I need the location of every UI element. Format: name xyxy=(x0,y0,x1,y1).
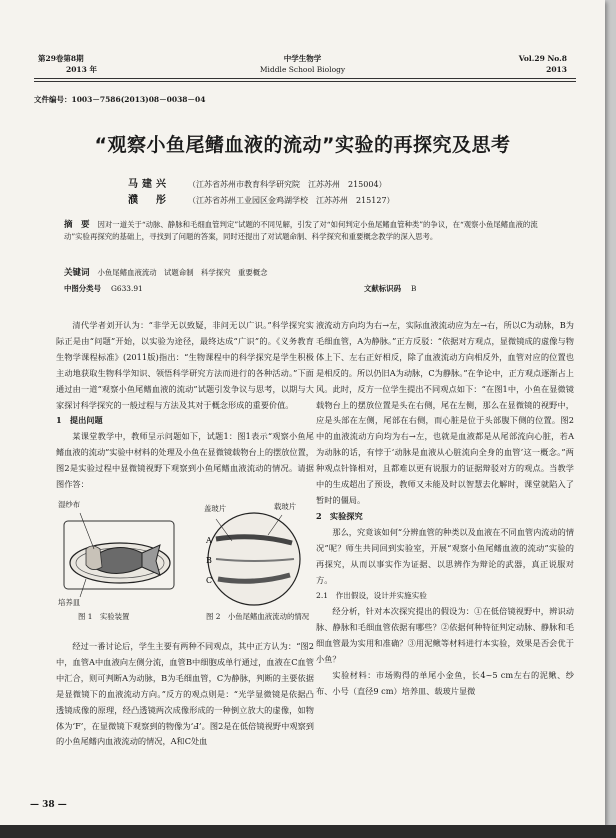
paragraph: 经过一番讨论后，学生主要有两种不同观点，其中正方认为：“图2中，血管A中血液向左侧分流，血管B中细胞成单行通过，血液在C血管中汇合，则可判断A为动脉，B为毛细血管，C为静脉，判断的主要依据是显微镜下的血液流动方向。”反方的观点则是：“光学显微镜是依据凸透镜成像的原理，经凸透镜两次成像形成的一种倒立放大的虚像，如物体为‘F’，在显微镜下观察到的物像为‘Ⅎ’。图2是在低倍镜视野中观察到的小鱼尾鳍内血液流动的情况，A和C处血 xyxy=(56,640,314,747)
fig2-caption: 图 2 小鱼尾鳍血液流动的情况 xyxy=(206,611,310,621)
classification: 中图分类号 G633.91 文献标识码 B xyxy=(64,284,417,293)
article-title: “观察小鱼尾鳍血液的流动”实验的再探究及思考 xyxy=(94,134,511,156)
header-rule-thin xyxy=(34,81,576,82)
paragraph: 实验材料：市场购得的单尾小金鱼，长4~5 cm左右的泥鳅、纱布、小号（直径9 cm）培养皿、载玻片显微 xyxy=(316,669,574,696)
fig1-apparatus xyxy=(64,513,174,597)
paragraph: 某课堂教学中，教师呈示问题如下，试题1：图1表示“观察小鱼尾鳍血液的流动”实验中材料的处理及小鱼在显微镜载物台上的摆放位置，图2是实验过程中显微镜视野下观察到小鱼尾鳍血液流动的情况。请据图作答： xyxy=(56,431,314,490)
abstract xyxy=(64,219,548,244)
fig1-caption: 图 1 实验装置 xyxy=(78,611,130,621)
svg-text:B: B xyxy=(206,555,212,565)
doc-number: 文件编号：1003－7586(2013)08－0038－04 xyxy=(34,95,206,104)
paragraph: 那么，究竟该如何“分辨血管的种类以及血液在不同血管内流动的情况”呢？师生共同回到实验室，开展“观察小鱼尾鳍血液的流动”实验的再探究，从而以事实作为证据、以思辨作为辩论的武器，真正说服对方。 xyxy=(316,526,575,585)
keywords: 关键词 小鱼尾鳍血液流动 试题命制 科学探究 重要概念 xyxy=(64,268,268,278)
fig2-blood-flow xyxy=(205,513,300,605)
header-vol-en: Vol.29 No.8 2013 xyxy=(518,54,567,74)
figures xyxy=(56,493,314,625)
body-right-column xyxy=(316,318,574,700)
abstract-label: 摘 要 xyxy=(64,220,90,230)
label-gauze: 湿纱布 xyxy=(58,499,81,509)
svg-text:A: A xyxy=(206,535,212,545)
section-heading: 1 提出问题 xyxy=(56,415,103,426)
page-number: — 38 — xyxy=(30,800,67,810)
label-petri: 培养皿 xyxy=(58,597,81,607)
author-2: 濮 彤 （江苏省苏州工业园区金鸡湖学校 江苏苏州 215127） xyxy=(128,195,395,206)
paragraph: 经分析，针对本次探究提出的假设为：①在低倍镜视野中，辨识动脉、静脉和毛细血管依据有哪些？②依据何种特征判定动脉、静脉和毛细血管最为实用和准确？③用泥鳅等材料进行本实验，效果是否会优于小鱼？ xyxy=(316,606,574,665)
label-slide: 载玻片 xyxy=(274,501,297,511)
label-cover-glass: 盖玻片 xyxy=(204,503,227,513)
subsection-heading: 2.1 作出假设，设计并实施实验 xyxy=(316,591,427,601)
body-left-column xyxy=(56,318,314,750)
header-rule xyxy=(34,78,576,79)
paragraph: 液流动方向均为右→左，实际血液流动应为左→右，所以C为动脉，B为毛细血管，A为静脉。”正方反驳：“依据对方观点，显微镜成的虚像与物体上下、左右正好相反，除了血液流动方向相反外，血管对应的位置也是相反的。所以仍旧A为动脉，C为静脉。”在争论中，正方观点逐渐占上风。此时，反方一位学生提出不同观点如下：“在图1中，小鱼在显微镜载物台上的摆放位置是头在右侧，尾在左侧，那么在显微镜的视野中，应是头部在左侧，尾部在右侧，而心脏是位于头部腹下侧的位置。图2中的血液流动方向均为右→左，也就是血液都是从尾部流向心脏，若A为动脉的话，有悖于‘动脉是血液从心脏流向全身的血管’这一概念。”两种观点针锋相对，且都难以更有说服力的证据辩驳对方的观点。当教学中的生成超出了预设，教师又未能及时以智慧去化解时，课堂就陷入了暂时的僵局。 xyxy=(316,320,574,505)
header-journal: 中学生物学 Middle School Biology xyxy=(259,54,346,74)
abstract-text: 因对一道关于“动脉、静脉和毛细血管判定”试题的不同见解，引发了对“如何判定小鱼尾鳍血管种类”的争议，在“观察小鱼尾鳍血液的流动”实验再探究的基础上，寻找到了问题的答案，同时还提出了对试题命制、科学探究和重要概念教学的深入思考。 xyxy=(64,220,538,242)
header-volume: 第29卷第8期 2013 年 xyxy=(38,54,97,74)
figure-illustration xyxy=(56,493,314,625)
section-heading: 2 实验探究 xyxy=(316,510,363,521)
wet-gauze-shape xyxy=(86,546,102,570)
viewer-bottom-bar xyxy=(0,825,616,838)
svg-text:C: C xyxy=(206,575,213,585)
paragraph: 清代学者刘开认为：“非学无以致疑，非问无以广识。”科学探究实际正是由“问题”开始，以实验为途径，最终达成“广识”的。《义务教育生物学课程标准》(2011版)指出：“生物课程中的科学探究是学生积极主动地获取生物科学知识、领悟科学研究方法而进行的各种活动。”下面通过由一道“观察小鱼尾鳍血液的流动”试题引发争议与思考，以期与大家探讨科学探究的一般过程与方法及其对于概念形成的重要价值。 xyxy=(56,320,314,410)
author-1: 马建兴 （江苏省苏州市教育科学研究院 江苏苏州 215004） xyxy=(128,179,387,190)
